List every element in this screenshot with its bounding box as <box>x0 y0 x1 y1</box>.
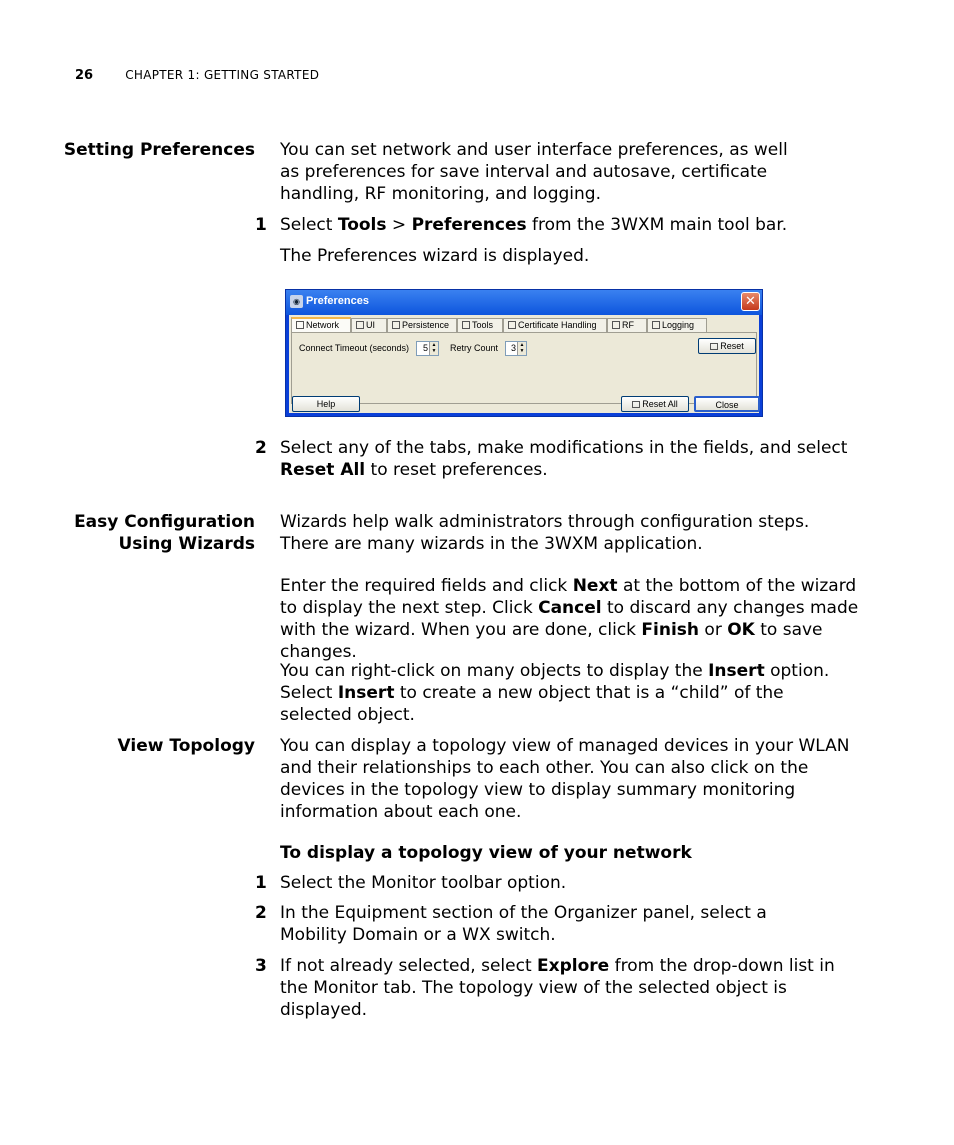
rf-icon <box>612 321 620 329</box>
step1-result: The Preferences wizard is displayed. <box>280 246 590 266</box>
network-icon <box>296 321 304 329</box>
running-header <box>75 68 319 83</box>
step1-text: Select Tools > Preferences from the 3WXM main tool bar. <box>280 215 788 235</box>
dialog-client <box>289 315 759 413</box>
tab-logging[interactable]: Logging <box>647 318 707 332</box>
chapter-title: CHAPTER 1: GETTING STARTED <box>125 68 320 82</box>
dialog-titlebar <box>286 290 762 315</box>
heading-setting-preferences: Setting Preferences <box>63 140 255 160</box>
easy-config-p1: Wizards help walk administrators through configuration steps. There are many wizards in the 3WXM application. <box>280 512 810 554</box>
tab-network[interactable]: Network <box>291 317 351 333</box>
help-button[interactable]: Help <box>292 396 360 412</box>
tab-certificate-handling[interactable]: Certificate Handling <box>503 318 607 332</box>
reset-icon <box>710 343 718 350</box>
tab-rf[interactable]: RF <box>607 318 647 332</box>
tab-persistence[interactable]: Persistence <box>387 318 457 332</box>
easy-config-p2: Enter the required fields and click Next at the bottom of the wizard to display the next step. Click Cancel to discard any changes made with the wizard. When you are done, click Finish or OK to save changes. <box>280 576 859 662</box>
heading-easy-configuration: Easy Configuration Using Wizards <box>74 512 255 554</box>
close-icon[interactable]: ✕ <box>741 292 760 311</box>
tab-tools[interactable]: Tools <box>457 318 503 332</box>
spin-arrows-icon[interactable]: ▲ ▼ <box>429 342 438 355</box>
topology-step3: If not already selected, select Explore from the drop-down list in the Monitor tab. The topology view of the selected object is displayed. <box>280 956 835 1020</box>
step-number: 2 <box>255 438 267 458</box>
heading-view-topology: View Topology <box>117 736 255 756</box>
step-number: 1 <box>255 873 267 893</box>
tab-ui[interactable]: UI <box>351 318 387 332</box>
step-number: 1 <box>255 215 267 235</box>
network-tab-panel <box>291 332 757 404</box>
setting-preferences-intro: You can set network and user interface preferences, as well as preferences for save interval and autosave, certificate handling, RF monitoring, and logging. <box>280 140 788 204</box>
step-number: 3 <box>255 956 267 976</box>
certificate-icon <box>508 321 516 329</box>
topology-step1: Select the Monitor toolbar option. <box>280 873 567 893</box>
close-button[interactable]: Close <box>694 396 760 412</box>
spin-arrows-icon[interactable]: ▲ ▼ <box>517 342 526 355</box>
reset-all-icon <box>632 401 640 408</box>
topology-step2: In the Equipment section of the Organizer panel, select a Mobility Domain or a WX switch. <box>280 903 767 945</box>
view-topology-p1: You can display a topology view of managed devices in your WLAN and their relationships to each other. You can also click on the devices in the topology view to display summary monitoring information about each one. <box>280 736 850 822</box>
page-number: 26 <box>75 68 94 83</box>
reset-button[interactable]: Reset <box>698 338 756 354</box>
ui-icon <box>356 321 364 329</box>
tools-icon <box>462 321 470 329</box>
logging-icon <box>652 321 660 329</box>
preferences-dialog <box>285 289 763 417</box>
dialog-title: Preferences <box>306 295 369 307</box>
persistence-icon <box>392 321 400 329</box>
retry-count-stepper[interactable]: 3 ▲ ▼ <box>505 341 527 356</box>
step-number: 2 <box>255 903 267 923</box>
connect-timeout-label: Connect Timeout (seconds) <box>299 343 410 353</box>
easy-config-p3: You can right-click on many objects to display the Insert option. Select Insert to create a new object that is a “child” of the selected object. <box>280 661 830 725</box>
procedure-title: To display a topology view of your network <box>280 843 692 863</box>
connect-timeout-stepper[interactable]: 5 ▲ ▼ <box>416 341 439 356</box>
app-icon: ◉ <box>290 295 303 308</box>
reset-all-button[interactable]: Reset All <box>621 396 689 412</box>
retry-count-label: Retry Count <box>450 343 499 353</box>
step2-text: Select any of the tabs, make modifications in the fields, and select Reset All to reset preferences. <box>280 438 848 480</box>
